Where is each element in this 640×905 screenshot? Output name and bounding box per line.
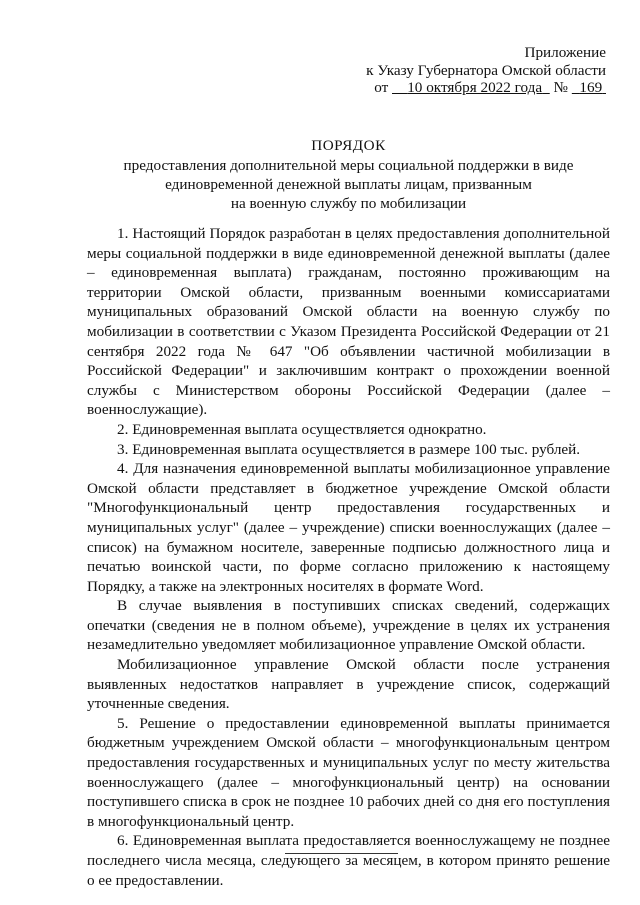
document-title: ПОРЯДОК <box>311 137 386 154</box>
paragraph-3: 3. Единовременная выплата осуществляется в размере 100 тыс. рублей. <box>117 440 581 458</box>
appendix-date-prefix: от <box>374 79 389 96</box>
paragraph-5: 5. Решение о предоставлении единовременной выплаты принимается бюджетным учреждением Омской области – многофункциональным центром предоставления государственных и муниципальных услуг по месту жительства военнослужащего (далее – многофункциональный центр) на основании поступившего списка в срок не позднее 10 рабочих дней со дня его поступления в многофункциональный центр. <box>87 714 610 830</box>
appendix-number-text: 169 <box>579 79 603 96</box>
document-subtitle-line-2: единовременной денежной выплаты лицам, призванным <box>165 176 532 193</box>
paragraph-4-note-2: Мобилизационное управление Омской области после устранения выявленных недостатков направляет в учреждение список, содержащий уточненные сведения. <box>87 656 610 713</box>
appendix-number-label: № <box>553 79 569 96</box>
document-body <box>87 224 610 890</box>
appendix-number-value <box>572 79 606 96</box>
document-title-block <box>87 136 610 213</box>
appendix-date-value <box>392 79 550 96</box>
appendix-header <box>366 44 606 97</box>
appendix-date-line <box>366 79 606 97</box>
appendix-line-1: Приложение <box>524 44 606 61</box>
paragraph-6: 6. Единовременная выплата предоставляется военнослужащему не позднее последнего числа месяца, следующего за месяцем, в котором принято решение о ее предоставлении. <box>87 832 610 889</box>
end-separator-line <box>285 853 398 854</box>
appendix-date-text: 10 октября 2022 года <box>407 79 543 96</box>
appendix-line-2: к Указу Губернатора Омской области <box>366 61 606 79</box>
document-subtitle-line-1: предоставления дополнительной меры социальной поддержки в виде <box>123 157 574 174</box>
paragraph-1: 1. Настоящий Порядок разработан в целях предоставления дополнительной меры социальной поддержки в виде единовременной денежной выплаты (далее – единовременная выплата) гражданам, постоянно проживающим на территории Омской области, призванным военными комиссариатами муниципальных образований Омской области на военную службу по мобилизации в соответствии с Указом Президента Российской Федерации от 21 сентября 2022 года № 647 "Об объявлении частичной мобилизации в Российской Федерации" и заключившим контракт о прохождении военной службы с Министерством обороны Российской Федерации (далее – военнослужащие). <box>87 225 610 419</box>
paragraph-2: 2. Единовременная выплата осуществляется однократно. <box>117 420 487 438</box>
paragraph-4-note-1: В случае выявления в поступивших списках сведений, содержащих опечатки (сведения не в полном объеме), учреждение в целях их устранения незамедлительно уведомляет мобилизационное управление Омской области. <box>87 597 610 654</box>
paragraph-4: 4. Для назначения единовременной выплаты мобилизационное управление Омской области представляет в бюджетное учреждение Омской области "Многофункциональный центр предоставления государственных и муниципальных услуг" (далее – учреждение) списки военнослужащих (далее – список) на бумажном носителе, заверенные подписью должностного лица и печатью воинской части, по форме согласно приложению к настоящему Порядку, а также на электронных носителях в формате Word. <box>87 460 610 595</box>
document-subtitle-line-3: на военную службу по мобилизации <box>230 195 467 212</box>
